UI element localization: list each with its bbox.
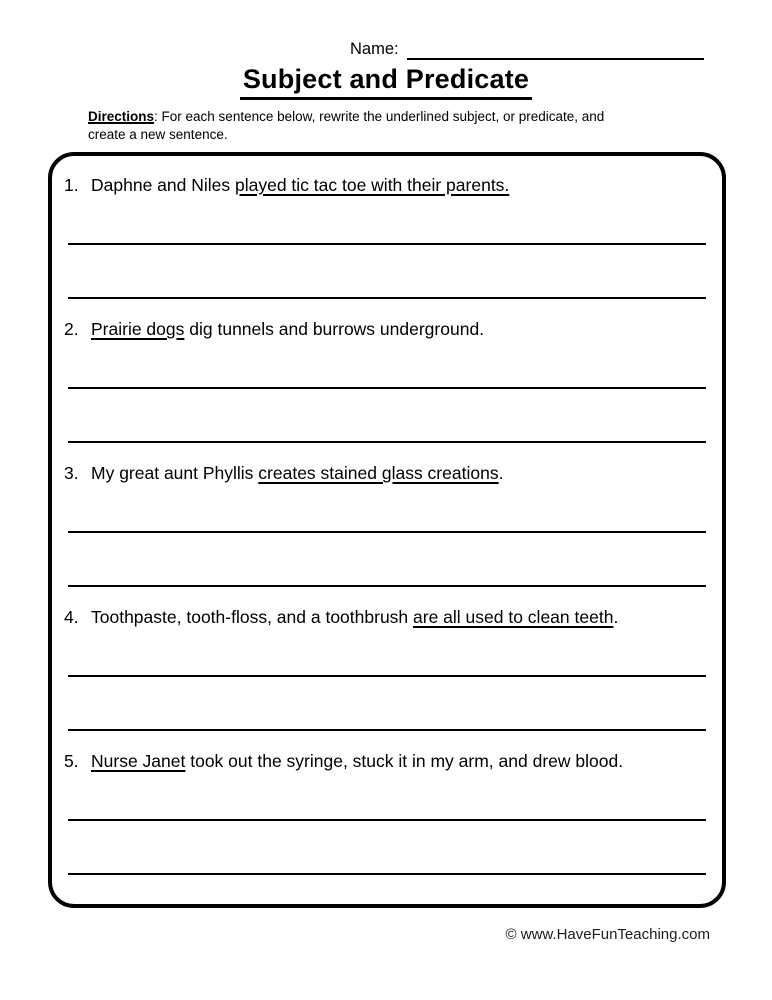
answer-line-5b[interactable] [68,873,706,875]
name-blank-field[interactable] [407,39,704,60]
sentence-post: took out the syringe, stuck it in my arm, and drew blood. [185,751,624,771]
answer-line-2b[interactable] [68,441,706,443]
sentence-underlined: are all used to clean teeth [413,607,614,627]
answer-line-1b[interactable] [68,297,706,299]
item-number: 4. [64,607,79,627]
copyright-footer: © www.HaveFunTeaching.com [505,926,710,943]
sentence-5 [64,750,720,772]
name-row [350,38,704,60]
sentence-2 [64,318,720,340]
item-number: 5. [64,751,79,771]
answer-line-3a[interactable] [68,531,706,533]
page-title: Subject and Predicate [240,64,532,100]
sentence-underlined: creates stained glass creations [258,463,499,483]
answer-line-1a[interactable] [68,243,706,245]
item-number: 1. [64,175,79,195]
worksheet-item-3 [64,462,720,602]
sentence-post: . [498,463,504,483]
sentence-underlined: Prairie dogs [91,319,185,339]
answer-line-4b[interactable] [68,729,706,731]
sentence-pre: My great aunt Phyllis [91,463,259,483]
sentence-1 [64,174,720,196]
sentence-post: dig tunnels and burrows underground. [184,319,485,339]
name-label: Name: [350,40,399,58]
sentence-3 [64,462,720,484]
item-number: 3. [64,463,79,483]
title-wrap [0,64,772,100]
worksheet-item-5 [64,750,720,890]
worksheet-item-1 [64,174,720,314]
answer-line-5a[interactable] [68,819,706,821]
directions-label: Directions [88,109,155,124]
directions-text: : For each sentence below, rewrite the underlined subject, or predicate, and [154,109,605,124]
answer-line-2a[interactable] [68,387,706,389]
sentence-pre: Daphne and Niles [91,175,235,195]
answer-line-3b[interactable] [68,585,706,587]
sentence-underlined: played tic tac toe with their parents. [234,175,510,195]
worksheet-item-2 [64,318,720,458]
directions-line1 [88,108,698,126]
worksheet-item-4 [64,606,720,746]
item-number: 2. [64,319,79,339]
sentence-post: . [613,607,619,627]
worksheet-box [48,152,726,908]
sentence-pre: Toothpaste, tooth-floss, and a toothbrush [91,607,414,627]
directions-line2: create a new sentence. [88,126,228,142]
directions [88,108,698,143]
sentence-underlined: Nurse Janet [91,751,186,771]
answer-line-4a[interactable] [68,675,706,677]
sentence-4 [64,606,720,628]
